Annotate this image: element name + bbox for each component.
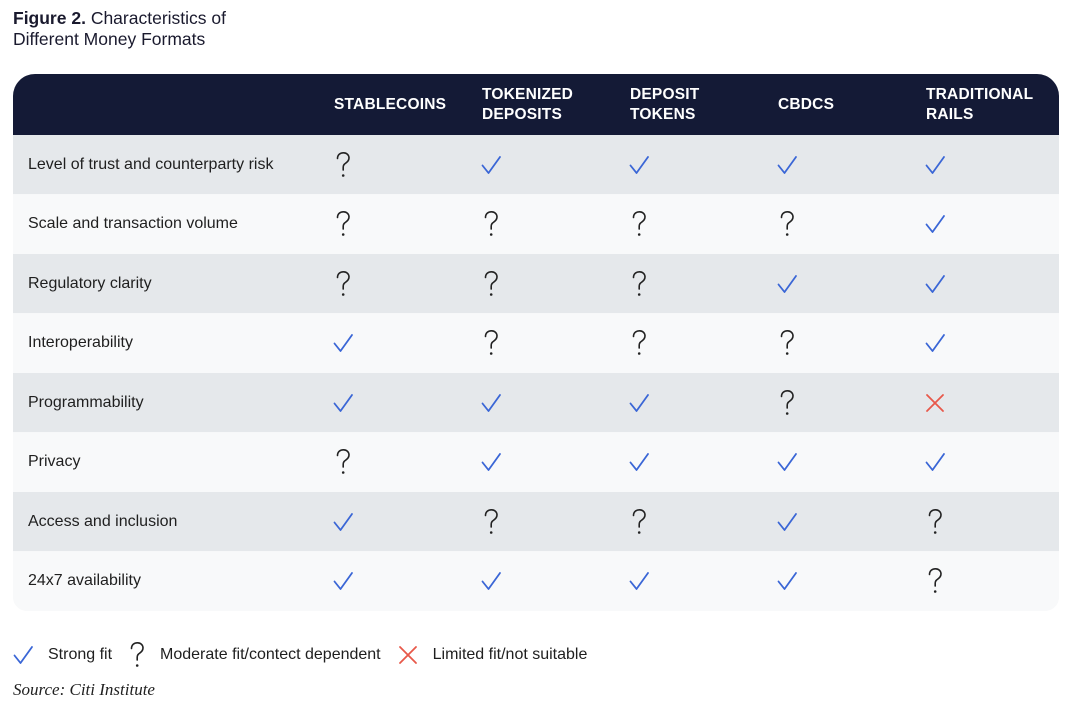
- source-note: Source: Citi Institute: [13, 680, 155, 699]
- table-row: [13, 314, 1059, 373]
- check-icon: [471, 135, 511, 194]
- check-icon: [323, 552, 363, 611]
- question-mark-icon: [619, 195, 659, 254]
- legend-item-moderate: [128, 641, 381, 669]
- question-mark-icon: [471, 254, 511, 313]
- column-header-line1: STABLECOINS: [334, 96, 447, 113]
- column-header-tokenized-deposits: [482, 85, 612, 125]
- column-header-line1: CBDCS: [778, 96, 835, 113]
- row-label: Privacy: [28, 453, 81, 470]
- column-header-line2: RAILS: [926, 106, 974, 123]
- row-label: 24x7 availability: [28, 572, 141, 589]
- row-label: Regulatory clarity: [28, 274, 152, 292]
- row-label: Scale and transaction volume: [28, 215, 238, 232]
- column-header-traditional-rails: [926, 85, 1056, 125]
- row-label: Programmability: [28, 393, 144, 411]
- figure-title-line2: Different Money Formats: [13, 29, 206, 49]
- column-header-line2: DEPOSITS: [482, 106, 562, 123]
- check-icon: [323, 314, 363, 373]
- check-icon: [767, 135, 807, 194]
- legend-item-limited: [397, 644, 588, 666]
- table-row: [13, 254, 1059, 313]
- question-mark-icon: [915, 492, 955, 551]
- check-icon: [471, 552, 511, 611]
- legend-label-moderate: Moderate fit/contect dependent: [160, 646, 381, 663]
- question-mark-icon: [323, 135, 363, 194]
- check-icon: [619, 552, 659, 611]
- legend: [12, 638, 712, 672]
- question-mark-icon: [915, 552, 955, 611]
- check-icon: [915, 195, 955, 254]
- column-header-deposit-tokens: [630, 85, 760, 125]
- row-label: Level of trust and counterparty risk: [28, 155, 274, 173]
- legend-item-strong: [12, 644, 112, 666]
- question-mark-icon: [128, 641, 152, 669]
- check-icon: [471, 433, 511, 492]
- figure-title: [13, 8, 433, 50]
- check-icon: [619, 373, 659, 432]
- question-mark-icon: [767, 314, 807, 373]
- row-label: Interoperability: [28, 334, 133, 351]
- figure-title-line1: Characteristics of: [90, 8, 226, 28]
- check-icon: [619, 433, 659, 492]
- check-icon: [767, 492, 807, 551]
- question-mark-icon: [471, 492, 511, 551]
- question-mark-icon: [619, 314, 659, 373]
- legend-label-limited: Limited fit/not suitable: [432, 646, 588, 663]
- question-mark-icon: [619, 492, 659, 551]
- check-icon: [915, 314, 955, 373]
- check-icon: [619, 135, 659, 194]
- column-header-line1: TOKENIZED: [482, 86, 574, 103]
- table-row: [13, 552, 1059, 611]
- table-row: [13, 373, 1059, 432]
- table-row: [13, 195, 1059, 254]
- column-header-line1: TRADITIONAL: [926, 86, 1034, 103]
- check-icon: [767, 552, 807, 611]
- column-header-line2: TOKENS: [630, 106, 696, 123]
- check-icon: [323, 373, 363, 432]
- check-icon: [323, 492, 363, 551]
- check-icon: [915, 433, 955, 492]
- cross-icon: [397, 644, 425, 666]
- question-mark-icon: [767, 195, 807, 254]
- legend-label-strong: Strong fit: [48, 646, 113, 663]
- check-icon: [767, 433, 807, 492]
- column-header-stablecoins: [334, 85, 464, 125]
- cross-icon: [915, 373, 955, 432]
- table-row: [13, 135, 1059, 194]
- question-mark-icon: [767, 373, 807, 432]
- column-header-cbdcs: [778, 85, 908, 125]
- column-header-line1: DEPOSIT: [630, 86, 700, 103]
- question-mark-icon: [323, 195, 363, 254]
- table-row: [13, 433, 1059, 492]
- table-header: [13, 74, 1059, 135]
- check-icon: [767, 254, 807, 313]
- table-row: [13, 492, 1059, 551]
- check-icon: [915, 254, 955, 313]
- question-mark-icon: [471, 314, 511, 373]
- question-mark-icon: [323, 254, 363, 313]
- row-label: Access and inclusion: [28, 512, 178, 530]
- check-icon: [471, 373, 511, 432]
- question-mark-icon: [471, 195, 511, 254]
- check-icon: [915, 135, 955, 194]
- figure-label: Figure 2.: [13, 8, 86, 28]
- comparison-table: [13, 74, 1059, 611]
- check-icon: [12, 644, 40, 666]
- question-mark-icon: [323, 433, 363, 492]
- question-mark-icon: [619, 254, 659, 313]
